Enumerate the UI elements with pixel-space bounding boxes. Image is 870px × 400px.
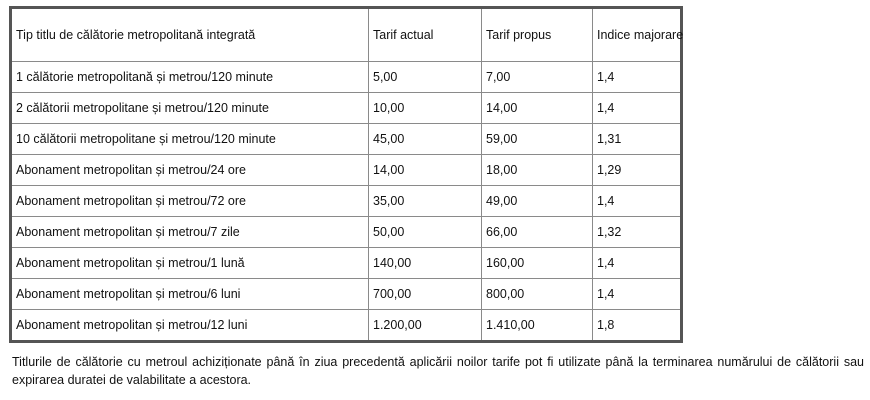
cell-increase-index: 1,29 bbox=[593, 155, 680, 186]
cell-increase-index: 1,4 bbox=[593, 62, 680, 93]
cell-current-fare: 1.200,00 bbox=[369, 310, 482, 340]
cell-proposed-fare: 800,00 bbox=[482, 279, 593, 310]
cell-current-fare: 45,00 bbox=[369, 124, 482, 155]
table-row bbox=[12, 186, 680, 217]
table-row bbox=[12, 124, 680, 155]
cell-proposed-fare: 160,00 bbox=[482, 248, 593, 279]
stray-mark: ¸ bbox=[347, 0, 351, 9]
cell-increase-index: 1,31 bbox=[593, 124, 680, 155]
table-row bbox=[12, 248, 680, 279]
cell-increase-index: 1,4 bbox=[593, 279, 680, 310]
cell-ticket-type: Abonament metropolitan și metrou/24 ore bbox=[12, 155, 369, 186]
cell-proposed-fare: 7,00 bbox=[482, 62, 593, 93]
cell-increase-index: 1,32 bbox=[593, 217, 680, 248]
table-row bbox=[12, 217, 680, 248]
cell-current-fare: 35,00 bbox=[369, 186, 482, 217]
cell-proposed-fare: 14,00 bbox=[482, 93, 593, 124]
header-ticket-type: Tip titlu de călătorie metropolitană integrată bbox=[12, 9, 369, 62]
cell-proposed-fare: 18,00 bbox=[482, 155, 593, 186]
cell-ticket-type: Abonament metropolitan și metrou/12 luni bbox=[12, 310, 369, 340]
cell-current-fare: 140,00 bbox=[369, 248, 482, 279]
cell-ticket-type: 2 călătorii metropolitane și metrou/120 minute bbox=[12, 93, 369, 124]
cell-increase-index: 1,4 bbox=[593, 93, 680, 124]
header-proposed-fare: Tarif propus bbox=[482, 9, 593, 62]
cell-ticket-type: Abonament metropolitan și metrou/6 luni bbox=[12, 279, 369, 310]
table-row bbox=[12, 310, 680, 340]
tariff-table-body bbox=[12, 9, 684, 340]
cell-ticket-type: 10 călătorii metropolitane și metrou/120 minute bbox=[12, 124, 369, 155]
cell-increase-index: 1,4 bbox=[593, 248, 680, 279]
cell-ticket-type: Abonament metropolitan și metrou/72 ore bbox=[12, 186, 369, 217]
header-row bbox=[12, 9, 680, 62]
tariff-table bbox=[9, 6, 683, 343]
table-row bbox=[12, 62, 680, 93]
cell-current-fare: 50,00 bbox=[369, 217, 482, 248]
table-row bbox=[12, 279, 680, 310]
header-increase-index: Indice majorare bbox=[593, 9, 680, 62]
cell-current-fare: 700,00 bbox=[369, 279, 482, 310]
table-row bbox=[12, 93, 680, 124]
cell-current-fare: 14,00 bbox=[369, 155, 482, 186]
cell-proposed-fare: 59,00 bbox=[482, 124, 593, 155]
cell-current-fare: 5,00 bbox=[369, 62, 482, 93]
cell-current-fare: 10,00 bbox=[369, 93, 482, 124]
cell-increase-index: 1,8 bbox=[597, 317, 615, 332]
cell-ticket-type: Abonament metropolitan și metrou/7 zile bbox=[12, 217, 369, 248]
cell-increase-index: 1,4 bbox=[593, 186, 680, 217]
cell-proposed-fare: 66,00 bbox=[482, 217, 593, 248]
cell-ticket-type: Abonament metropolitan și metrou/1 lună bbox=[12, 248, 369, 279]
footnote: Titlurile de călătorie cu metroul achiziționate până în ziua precedentă aplicării noilor tarife pot fi utilizate până la terminarea numărului de călătorii sau expirarea duratei de valabilitate a acestora. bbox=[12, 355, 864, 387]
header-current-fare: Tarif actual bbox=[369, 9, 482, 62]
cell-ticket-type: 1 călătorie metropolitană și metrou/120 minute bbox=[12, 62, 369, 93]
table-row bbox=[12, 155, 680, 186]
cell-proposed-fare: 49,00 bbox=[482, 186, 593, 217]
cell-proposed-fare: 1.410,00 bbox=[482, 310, 593, 340]
